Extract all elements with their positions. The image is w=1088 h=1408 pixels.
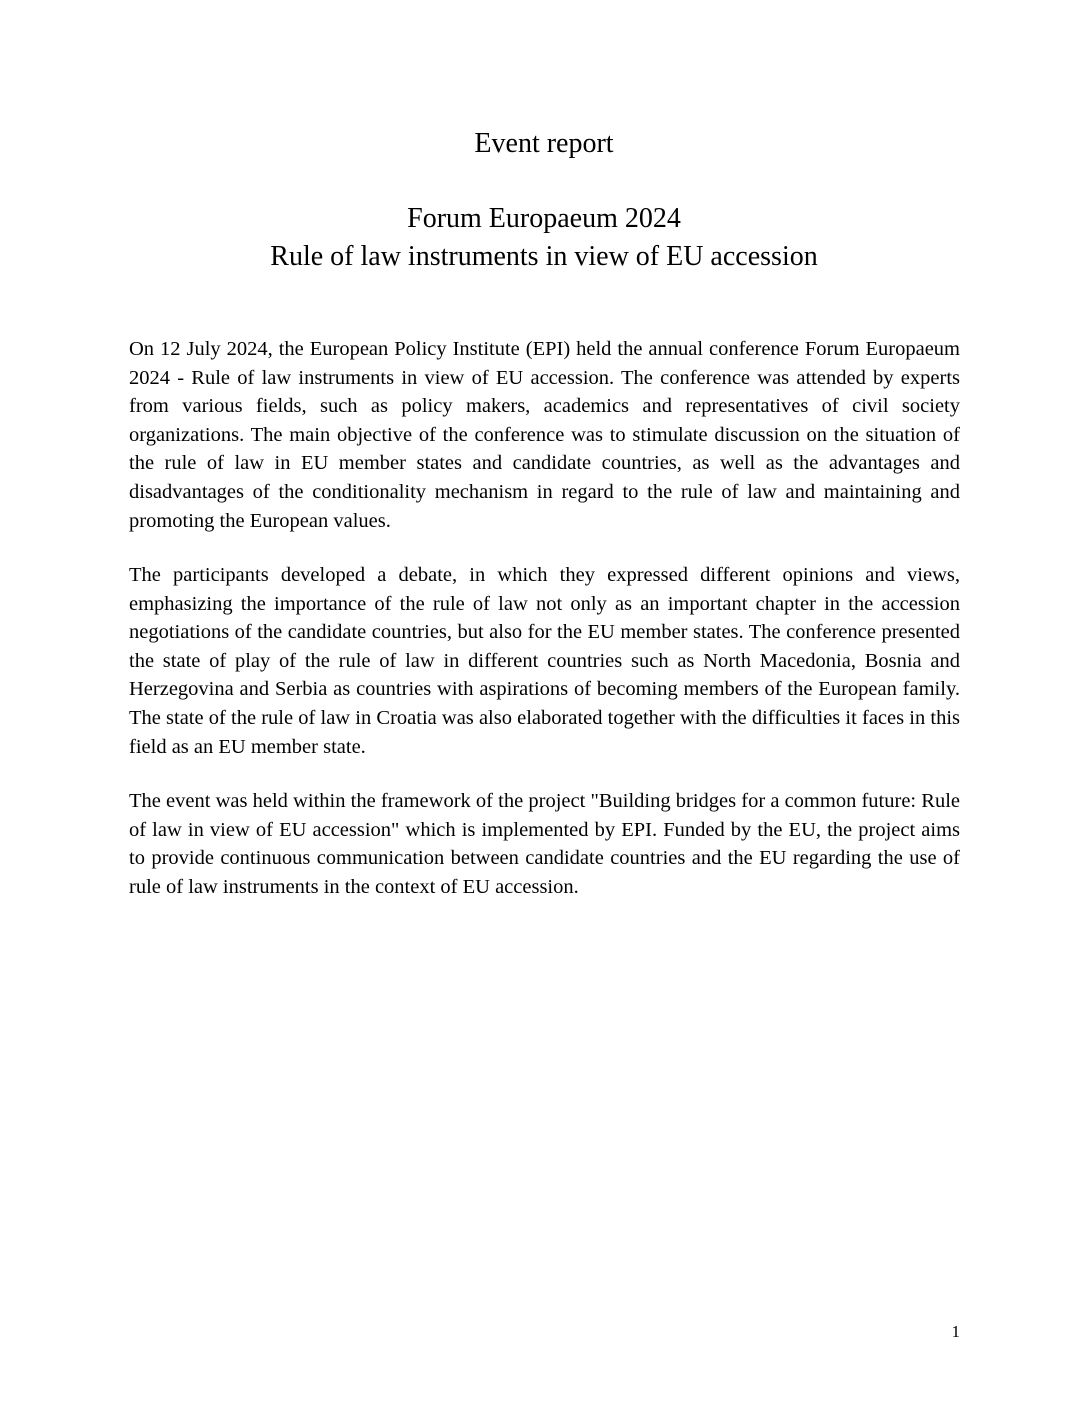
event-name: Forum Europaeum 2024 [407, 203, 681, 234]
paragraph-debate: The participants developed a debate, in which they expressed different opinions and views, emphasizing the importance of the rule of law not only as an important chapter in the accession negotiations of the candidate countries, but also for the EU member states. The conference presented the state of play of the rule of law in different countries such as North Macedonia, Bosnia and Herzegovina and Serbia as countries with aspirations of becoming members of the European family. The state of the rule of law in Croatia was also elaborated together with the difficulties it faces in this field as an EU member state. [129, 564, 960, 758]
document-title: Event report [474, 128, 614, 159]
event-theme: Rule of law instruments in view of EU accession [270, 241, 818, 272]
page-number: 1 [951, 1322, 960, 1341]
paragraph-project: The event was held within the framework of the project "Building bridges for a common future: Rule of law in view of EU accession" which is implemented by EPI. Funded by the EU, the project aims to provide continuous communication between candidate countries and the EU regarding the use of rule of law instruments in the context of EU accession. [129, 790, 960, 898]
paragraph-intro: On 12 July 2024, the European Policy Institute (EPI) held the annual conference Forum Europaeum 2024 - Rule of law instruments in view of EU accession. The conference was attended by experts from various fields, such as policy makers, academics and representatives of civil society organizations. The main objective of the conference was to stimulate discussion on the situation of the rule of law in EU member states and candidate countries, as well as the advantages and disadvantages of the conditionality mechanism in regard to the rule of law and maintaining and promoting the European values. [129, 338, 960, 532]
